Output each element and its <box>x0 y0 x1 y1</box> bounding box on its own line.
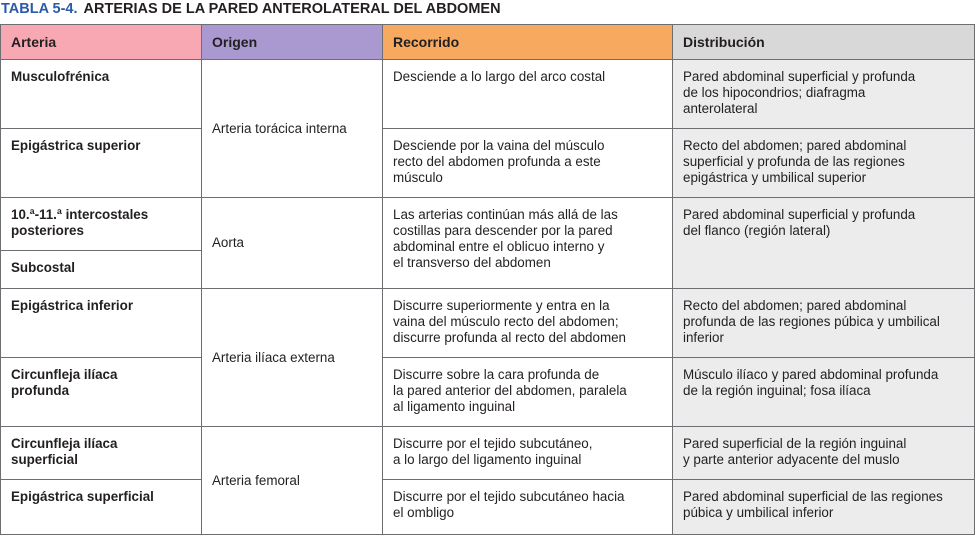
header-arteria: Arteria <box>1 25 202 60</box>
arteria-cell: Subcostal <box>1 251 202 289</box>
distribucion-cell: Pared abdominal superficial y profunda del flanco (región lateral) <box>673 198 975 289</box>
table-heading: ARTERIAS DE LA PARED ANTEROLATERAL DEL ABDOMEN <box>83 1 501 17</box>
recorrido-cell: Discurre sobre la cara profunda de la pared anterior del abdomen, paralela al ligamento inguinal <box>383 358 673 427</box>
origen-cell: Arteria ilíaca externa <box>202 289 383 427</box>
origen-cell: Aorta <box>202 198 383 289</box>
recorrido-cell: Desciende a lo largo del arco costal <box>383 60 673 129</box>
recorrido-cell: Discurre superiormente y entra en la vaina del músculo recto del abdomen; discurre profunda al recto del abdomen <box>383 289 673 358</box>
header-origen: Origen <box>202 25 383 60</box>
distribucion-cell: Músculo ilíaco y pared abdominal profunda de la región inguinal; fosa ilíaca <box>673 358 975 427</box>
table-row <box>1 358 975 427</box>
header-row <box>1 25 975 60</box>
recorrido-cell: Las arterias continúan más allá de las costillas para descender por la pared abdominal entre el oblicuo interno y el transverso del abdomen <box>383 198 673 289</box>
table-row <box>1 480 975 535</box>
distribucion-cell: Pared abdominal superficial y profunda de los hipocondrios; diafragma anterolateral <box>673 60 975 129</box>
origen-cell: Arteria femoral <box>202 427 383 535</box>
arteria-cell: Epigástrica inferior <box>1 289 202 358</box>
distribucion-cell: Pared abdominal superficial de las regiones púbica y umbilical inferior <box>673 480 975 535</box>
distribucion-cell: Recto del abdomen; pared abdominal profunda de las regiones púbica y umbilical inferior <box>673 289 975 358</box>
arteria-cell: Epigástrica superficial <box>1 480 202 535</box>
recorrido-cell: Discurre por el tejido subcutáneo, a lo largo del ligamento inguinal <box>383 427 673 480</box>
arteria-cell: Musculofrénica <box>1 60 202 129</box>
arteria-cell: Epigástrica superior <box>1 129 202 198</box>
arteria-cell: Circunfleja ilíaca superficial <box>1 427 202 480</box>
distribucion-cell: Recto del abdomen; pared abdominal superficial y profunda de las regiones epigástrica y umbilical superior <box>673 129 975 198</box>
table-row <box>1 427 975 480</box>
table-number: TABLA 5-4. <box>1 1 78 17</box>
table-row <box>1 129 975 198</box>
table-title <box>0 0 975 24</box>
table-row <box>1 198 975 251</box>
recorrido-cell: Desciende por la vaina del músculo recto del abdomen profunda a este músculo <box>383 129 673 198</box>
arteria-cell: Circunfleja ilíaca profunda <box>1 358 202 427</box>
recorrido-cell: Discurre por el tejido subcutáneo hacia el ombligo <box>383 480 673 535</box>
header-recorrido: Recorrido <box>383 25 673 60</box>
header-distribucion: Distribución <box>673 25 975 60</box>
table-row <box>1 60 975 129</box>
origen-cell: Arteria torácica interna <box>202 60 383 198</box>
arteria-cell: 10.ª-11.ª intercostales posteriores <box>1 198 202 251</box>
table-row <box>1 289 975 358</box>
arteries-table <box>0 24 975 535</box>
distribucion-cell: Pared superficial de la región inguinal y parte anterior adyacente del muslo <box>673 427 975 480</box>
